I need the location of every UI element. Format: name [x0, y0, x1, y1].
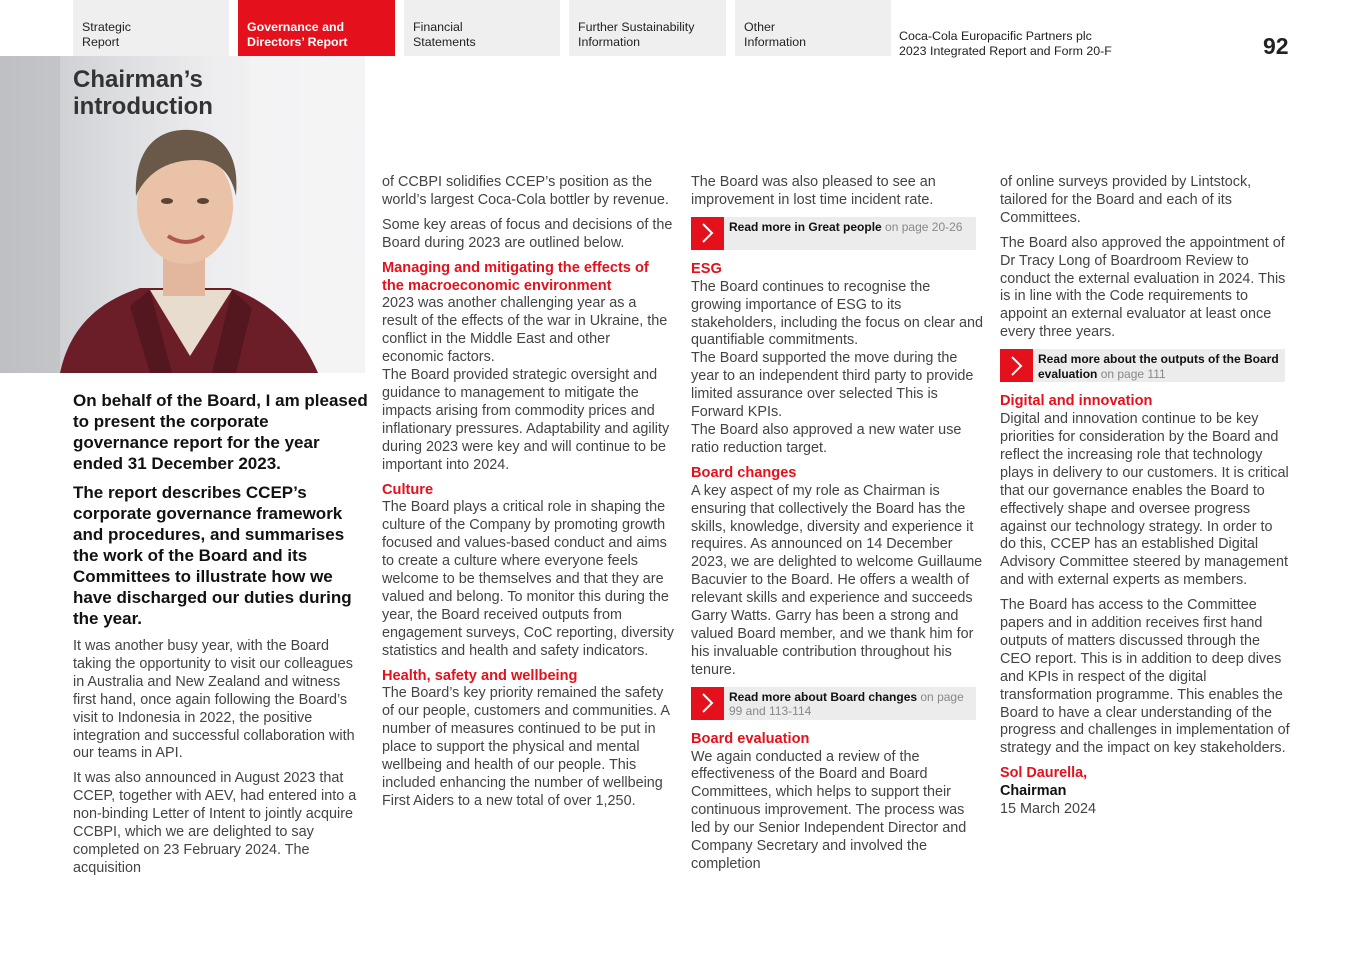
- tab-label: Strategic: [82, 20, 131, 34]
- tab-label: Information: [744, 34, 806, 49]
- tab-label: Governance and: [247, 20, 345, 34]
- body-paragraph: of CCBPI solidifies CCEP’s position as the world’s largest Coca-Cola bottler by revenue.: [382, 174, 669, 208]
- body-paragraph: The Board also approved the appointment of Dr Tracy Long of Boardroom Review to conduct the external evaluation in 2024. This is in line with the Code requirements to appoint an external evaluator at least once every three years.: [1000, 234, 1286, 341]
- read-more-board-changes[interactable]: [691, 687, 976, 720]
- body-paragraph: A key aspect of my role as Chairman is ensuring that collectively the Board has the skills, knowledge, diversity and experience it requires. As announced on 14 December 2023, we are delighted to welcome Guillaume Bacuvier to the Board. He offers a wealth of relevant skills and experience and succeeds Garry Watts. Garry has been a strong and valued Board member, and we thank him for his invaluable contribution throughout his tenure.: [691, 482, 983, 678]
- section-heading-health: Health, safety and wellbeing: [382, 667, 578, 684]
- signature-role: Chairman: [1000, 783, 1067, 800]
- body-paragraph: Some key areas of focus and decisions of the Board during 2023 are outlined below.: [382, 216, 673, 251]
- title-line: introduction: [73, 93, 213, 120]
- tab-financial-statements[interactable]: [404, 0, 560, 56]
- lead-statement: [73, 390, 368, 637]
- body-paragraph: of online surveys provided by Lintstock, tailored for the Board and each of its Committees.: [1000, 174, 1252, 226]
- read-more-board-evaluation[interactable]: [1000, 349, 1285, 382]
- page-title: [73, 66, 213, 120]
- tab-label: Further Sustainability: [578, 20, 695, 34]
- section-heading-macroeconomic: Managing and mitigating the effects of the macroeconomic environment: [382, 259, 649, 294]
- company-name: Coca-Cola Europacific Partners plc: [899, 29, 1092, 43]
- signature-date: 15 March 2024: [1000, 801, 1096, 818]
- title-line: Chairman’s: [73, 66, 203, 93]
- body-paragraph: The Board also approved a new water use ratio reduction target.: [691, 421, 962, 456]
- read-more-text: [1033, 349, 1285, 382]
- read-more-page: on page 111: [1097, 366, 1166, 381]
- tab-label: Information: [578, 34, 640, 49]
- signature-name: Sol Daurella,: [1000, 765, 1088, 782]
- lead-paragraph: On behalf of the Board, I am pleased to present the corporate governance report for the year ended 31 December 2023.: [73, 391, 368, 473]
- section-heading-board-changes: Board changes: [691, 464, 797, 481]
- tab-governance-report[interactable]: [238, 0, 395, 56]
- chevron-right-icon: [691, 687, 724, 720]
- body-paragraph: The Board provided strategic oversight and guidance to management to mitigate the impacts arising from commodity prices and inflationary pressures. Adaptability and agility during 2023 were key and will continue to be important into 2024.: [382, 367, 670, 473]
- column-3: [691, 174, 983, 881]
- chevron-right-icon: [691, 217, 724, 250]
- body-paragraph: It was another busy year, with the Board taking the opportunity to visit our colleagues in Australia and New Zealand and witness first hand, once again following the Board’s visit to Indonesia in 2022, the positive integration and successful collaboration with our teams in API.: [73, 638, 355, 762]
- body-paragraph: It was also announced in August 2023 that CCEP, together with AEV, had entered into a non-binding Letter of Intent to jointly acquire CCBPI, which we are delighted to say completed on 23 February 2024. The acquisition: [73, 770, 357, 876]
- body-paragraph: The Board plays a critical role in shaping the culture of the Company by promoting growth focused and values-based conduct and aims to create a culture where everyone feels welcome to be themselves and that they are valued and belong. To monitor this during the year, the Board received outputs from engagement surveys, CoC reporting, diversity statistics and health and safety indicators.: [382, 499, 674, 659]
- page-number: 92: [1263, 33, 1289, 59]
- tab-label: Financial: [413, 20, 463, 34]
- section-heading-culture: Culture: [382, 481, 434, 498]
- tab-label: Statements: [413, 34, 476, 49]
- body-paragraph: The Board continues to recognise the growing importance of ESG to its stakeholders, including the focus on clear and quantifiable commitments.: [691, 278, 983, 349]
- body-paragraph: 2023 was another challenging year as a result of the effects of the war in Ukraine, the conflict in the Middle East and other economic factors.: [382, 295, 668, 366]
- column-2: [382, 174, 674, 818]
- section-heading-board-evaluation: Board evaluation: [691, 730, 810, 747]
- read-more-page: on page 99 and 113-114: [729, 689, 964, 719]
- lead-paragraph: The report describes CCEP’s corporate governance framework and procedures, and summarises the work of the Board and its Committees to illustrate how we have discharged our duties during the year.: [73, 483, 352, 628]
- read-more-great-people[interactable]: [691, 217, 976, 250]
- body-paragraph: The Board has access to the Committee papers and in addition receives first hand outputs of matters discussed through the CEO report. This is in addition to deep dives and KPIs in respect of the digital transformation programme. This enables the Board to have a clear understanding of the progress and challenges in implementation of strategy and the impact on key stakeholders.: [1000, 597, 1290, 757]
- body-paragraph: Digital and innovation continue to be key priorities for consideration by the Board and reflect the increasing role that technology plays in delivery to our customers. It is critical that our governance enables the Board to effectively shape and oversee progress against our technology strategy. In order to do this, CCEP has an established Digital Advisory Committee steered by management and with external experts as members.: [1000, 411, 1289, 589]
- section-heading-esg: ESG: [691, 260, 722, 277]
- body-paragraph: We again conducted a review of the effectiveness of the Board and Board Committees, which helps to support their continuous improvement. The process was led by our Senior Independent Director and Company Secretary and involved the completion: [691, 748, 967, 872]
- report-name: 2023 Integrated Report and Form 20-F: [899, 43, 1112, 58]
- tab-other-information[interactable]: [735, 0, 891, 56]
- chevron-right-icon: [1000, 349, 1033, 382]
- read-more-label: Read more about the outputs of the Board evaluation: [1038, 352, 1279, 381]
- read-more-label: Read more about Board changes: [729, 689, 918, 704]
- body-paragraph: The Board’s key priority remained the safety of our people, customers and communities. A number of measures continued to be put in place to support the physical and mental wellbeing and health of our people. This included enhancing the number of wellbeing First Aiders to a new total of over 1,250.: [382, 685, 670, 809]
- read-more-label: Read more in Great people: [729, 219, 882, 234]
- column-1: [73, 638, 363, 885]
- section-heading-digital: Digital and innovation: [1000, 393, 1153, 410]
- tab-further-sustainability[interactable]: [569, 0, 726, 56]
- column-4: [1000, 174, 1292, 819]
- body-paragraph: The Board was also pleased to see an improvement in lost time incident rate.: [691, 174, 936, 208]
- tab-label: Directors’ Report: [247, 34, 348, 49]
- body-paragraph: The Board supported the move during the year to an independent third party to provide limited assurance over selected This is Forward KPIs.: [691, 350, 974, 421]
- tab-label: Other: [744, 20, 775, 34]
- read-more-text: [724, 217, 968, 250]
- report-title: [899, 29, 1112, 58]
- tab-label: Report: [82, 34, 120, 49]
- tab-strategic-report[interactable]: [73, 0, 229, 56]
- read-more-page: on page 20-26: [881, 219, 963, 234]
- read-more-text: [724, 687, 976, 720]
